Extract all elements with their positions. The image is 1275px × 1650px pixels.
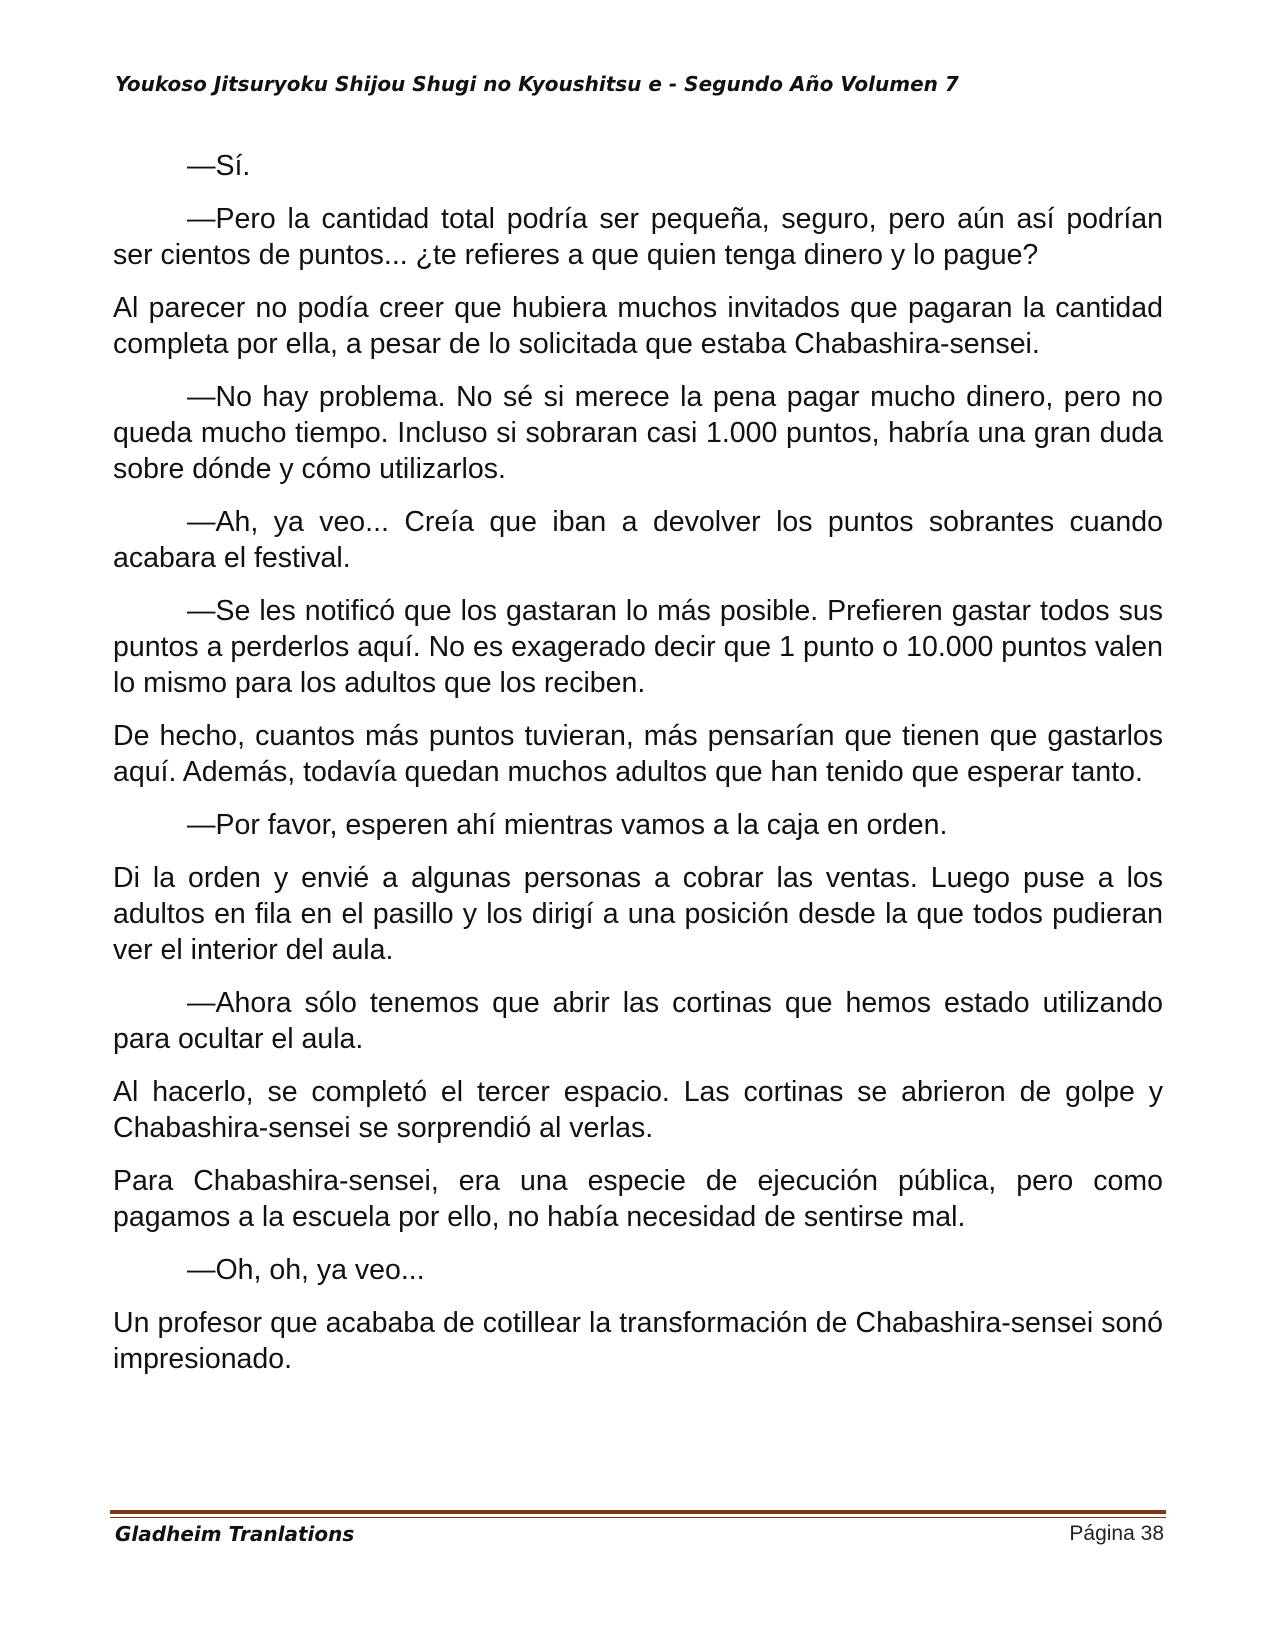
paragraph: —No hay problema. No sé si merece la pena pagar mucho dinero, pero no queda mucho tiempo. Incluso si sobraran casi 1.000 puntos, habría una gran duda sobre dónde y cómo utilizarlos. [113, 381, 1163, 485]
page-number [1069, 1522, 1164, 1546]
paragraph: —Sí. [187, 150, 251, 182]
footer-credit: Gladheim Tranlations [115, 1522, 355, 1546]
footer-divider [110, 1510, 1166, 1514]
paragraph: Un profesor que acababa de cotillear la transformación de Chabashira-sensei sonó impresionado. [113, 1307, 1163, 1375]
page-label: Página [1069, 1522, 1135, 1545]
paragraph: Para Chabashira-sensei, era una especie de ejecución pública, pero como pagamos a la escuela por ello, no había necesidad de sentirse mal. [113, 1165, 1163, 1233]
page-number-value: 38 [1140, 1522, 1164, 1545]
page-header-title: Youkoso Jitsuryoku Shijou Shugi no Kyoushitsu e - Segundo Año Volumen 7 [115, 72, 959, 96]
paragraph: —Pero la cantidad total podría ser pequeña, seguro, pero aún así podrían ser cientos de puntos... ¿te refieres a que quien tenga dinero y lo pague? [113, 203, 1163, 271]
paragraph: —Se les notificó que los gastaran lo más posible. Prefieren gastar todos sus puntos a perderlos aquí. No es exagerado decir que 1 punto o 10.000 puntos valen lo mismo para los adultos que los reciben. [113, 595, 1163, 699]
paragraph: —Ahora sólo tenemos que abrir las cortinas que hemos estado utilizando para ocultar el aula. [113, 987, 1163, 1055]
paragraph: —Ah, ya veo... Creía que iban a devolver los puntos sobrantes cuando acabara el festival. [113, 506, 1163, 574]
paragraph: —Por favor, esperen ahí mientras vamos a la caja en orden. [187, 809, 948, 841]
footer-divider-thin [110, 1517, 1166, 1518]
paragraph: De hecho, cuantos más puntos tuvieran, más pensarían que tienen que gastarlos aquí. Además, todavía quedan muchos adultos que han tenido que esperar tanto. [113, 720, 1163, 788]
body-text [113, 148, 1163, 1394]
paragraph: Al hacerlo, se completó el tercer espacio. Las cortinas se abrieron de golpe y Chabashira-sensei se sorprendió al verlas. [113, 1076, 1163, 1144]
paragraph: Di la orden y envié a algunas personas a cobrar las ventas. Luego puse a los adultos en fila en el pasillo y los dirigí a una posición desde la que todos pudieran ver el interior del aula. [113, 862, 1163, 966]
paragraph: —Oh, oh, ya veo... [187, 1254, 425, 1286]
paragraph: Al parecer no podía creer que hubiera muchos invitados que pagaran la cantidad completa por ella, a pesar de lo solicitada que estaba Chabashira-sensei. [113, 292, 1163, 360]
